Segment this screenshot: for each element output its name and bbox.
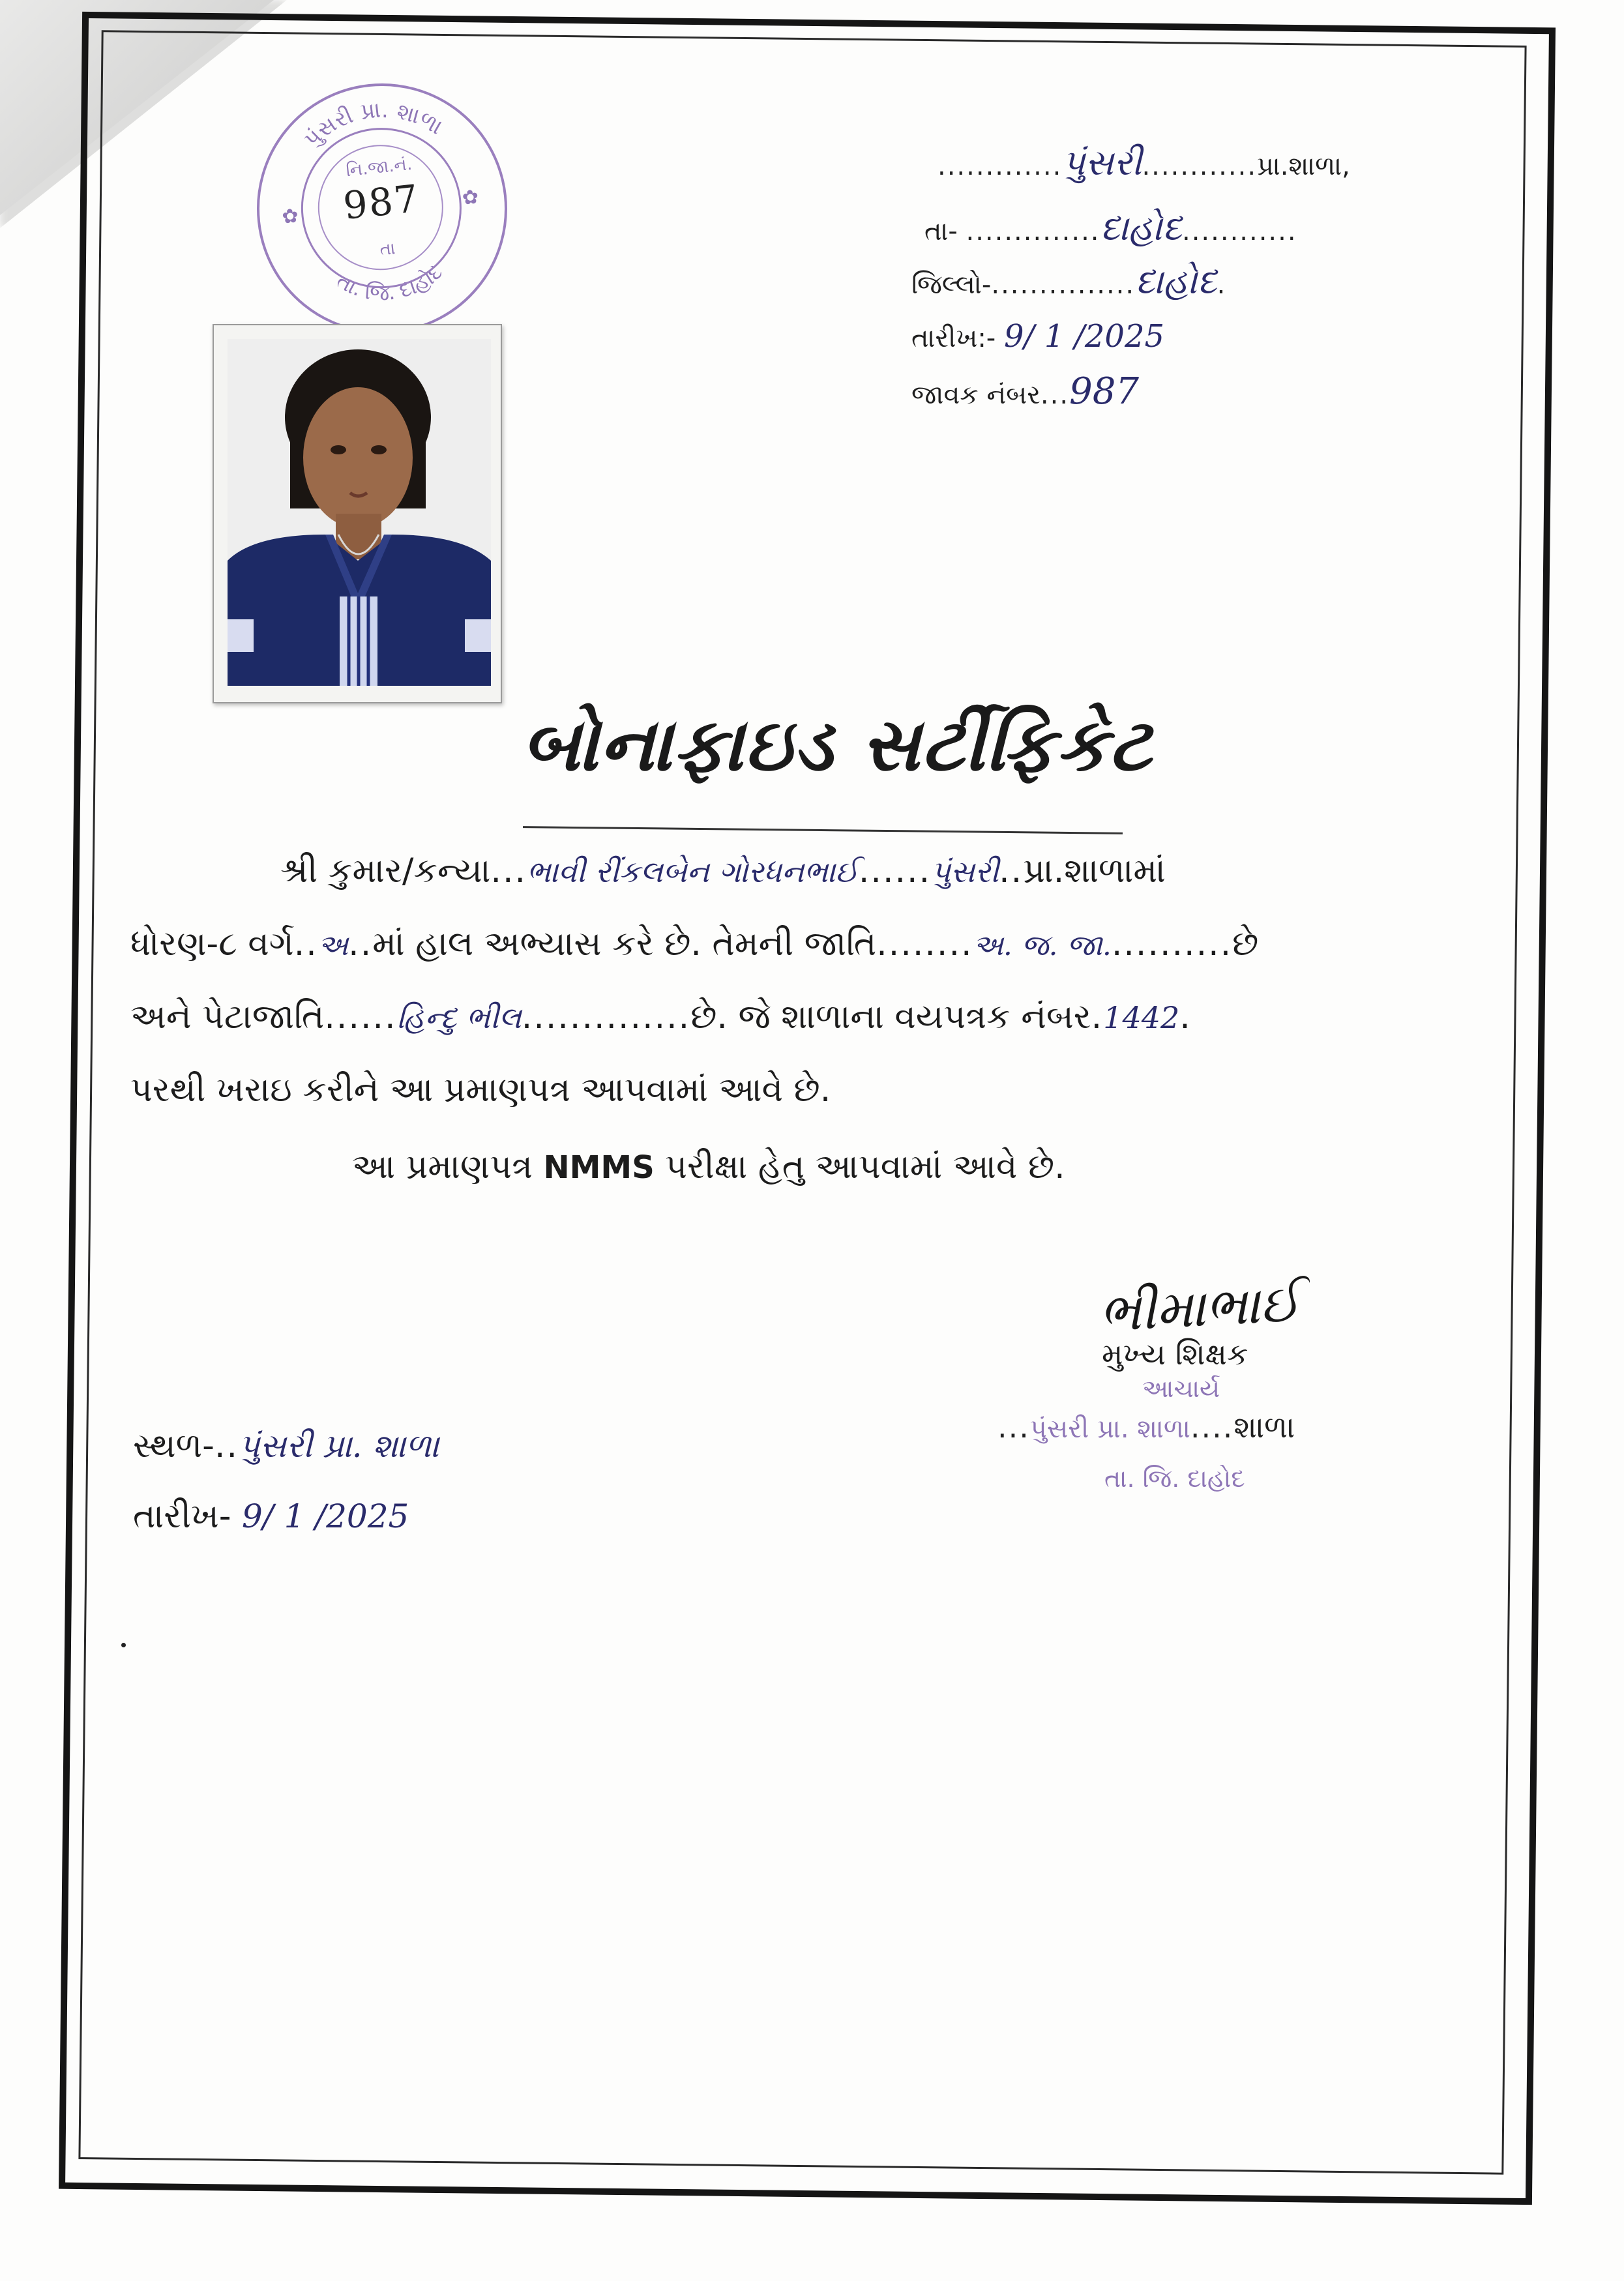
header-district-label: જિલ્લો- <box>911 270 992 300</box>
school-seal <box>244 71 520 346</box>
student-name: ભાવી રીંકલબેન ગોરધનભાઈ <box>527 854 859 889</box>
certificate-title: બોનાફાઇડ સર્ટીફિકેટ <box>522 703 1153 787</box>
school-label: શાળા <box>1233 1409 1295 1445</box>
body-line-1: શ્રી કુમાર/કન્યા...ભાવી રીંકલબેન ગોરધનભાઈ......પુંસરી..પ્રા.શાળામાં <box>280 851 1166 890</box>
seal-flower-icon: ✿ <box>461 185 480 210</box>
place-label: સ્થળ- <box>133 1426 214 1465</box>
subcaste-value: હિન્દુ ભીલ <box>396 1000 522 1035</box>
student-school: પુંસરી <box>931 854 999 889</box>
header-district-value: દાહોદ <box>1135 261 1217 302</box>
register-text: છે. જે શાળાના વયપત્રક નંબર <box>690 997 1091 1037</box>
student-label: શ્રી કુમાર/કન્યા <box>280 851 491 890</box>
header-school-suffix: પ્રા.શાળા, <box>1257 151 1350 181</box>
stamp-school: પુંસરી પ્રા. શાળા <box>1029 1414 1190 1444</box>
header-district-line: જિલ્લો-...............દાહોદ. <box>911 261 1227 302</box>
stamp-role: આચાર્ય <box>1142 1374 1220 1403</box>
purpose-suffix: પરીક્ષા હેતુ આપવામાં આવે છે. <box>654 1147 1065 1186</box>
seal-ring-top: પુંસરી પ્રા. શાળા <box>299 96 447 153</box>
body-line-4: પરથી ખરાઇ કરીને આ પ્રમાણપત્ર આપવામાં આવે છે. <box>130 1070 831 1110</box>
place-value: પુંસરી પ્રા. શાળા <box>239 1427 439 1465</box>
register-number: 1442 <box>1103 1000 1180 1035</box>
body-line-3: અને પેટાજાતિ......હિન્દુ ભીલ..............છે. જે શાળાના વયપત્રક નંબર.1442. <box>130 997 1192 1037</box>
caste-suffix: છે <box>1232 924 1259 964</box>
date-value: 9/ 1 /2025 <box>242 1497 409 1535</box>
header-taluka-label: તા- <box>924 216 958 246</box>
seal-number: 987 <box>341 176 422 228</box>
purpose-prefix: આ પ્રમાણપત્ર <box>352 1147 544 1186</box>
body-line-2: ધોરણ-૮ વર્ગ..અ..માં હાલ અભ્યાસ કરે છે. તેમની જાતિ........અ. જ. જા...........છે <box>130 924 1259 964</box>
date-line <box>133 1497 409 1537</box>
ink-dot <box>121 1643 126 1647</box>
school-suffix: પ્રા.શાળામાં <box>1023 851 1166 890</box>
seal-ring-bottom: તા. જિ. દાહોદ <box>332 259 447 306</box>
date-label: તારીખ- <box>133 1497 231 1536</box>
student-portrait <box>228 339 491 686</box>
header-outward-label: જાવક નંબર <box>911 380 1041 410</box>
exam-name: NMMS <box>543 1149 655 1186</box>
seal-flower-icon: ✿ <box>280 204 300 229</box>
seal-label: નિ.જા.નં. <box>345 154 413 181</box>
stamp-place: તા. જિ. દાહોદ <box>1104 1464 1245 1493</box>
signatory-title: મુખ્ય શિક્ષક <box>1102 1336 1248 1372</box>
header-date-label: તારીખ:- <box>911 323 996 353</box>
seal-ta: તા <box>379 239 396 260</box>
header-school-line: .............પુંસરી............પ્રા.શાળા, <box>937 142 1350 183</box>
header-outward-value: 987 <box>1069 370 1139 413</box>
header-school-value: પુંસરી <box>1062 142 1142 183</box>
subcaste-label: અને પેટાજાતિ <box>130 997 325 1037</box>
signatory-school-line: ...પુંસરી પ્રા. શાળા....શાળા <box>997 1409 1295 1445</box>
header-outward-line: જાવક નંબર...987 <box>911 370 1139 413</box>
header-date-line <box>911 318 1164 355</box>
standard-label: ધોરણ-૮ વર્ગ <box>130 924 294 964</box>
body-line-5 <box>352 1147 1065 1187</box>
header-date-value: 9/ 1 /2025 <box>1003 318 1165 355</box>
study-text: માં હાલ અભ્યાસ કરે છે. તેમની જાતિ <box>372 924 877 964</box>
header-taluka-value: દાહોદ <box>1100 207 1182 248</box>
place-line: સ્થળ-..પુંસરી પ્રા. શાળા <box>133 1426 439 1465</box>
caste-value: અ. જ. જા. <box>973 929 1112 962</box>
header-taluka-line: તા- ..............દાહોદ............ <box>924 207 1297 248</box>
student-photo <box>228 339 491 686</box>
headmaster-signature: ભીમાભાઈ <box>1097 1272 1302 1344</box>
division-value: અ <box>317 929 349 962</box>
